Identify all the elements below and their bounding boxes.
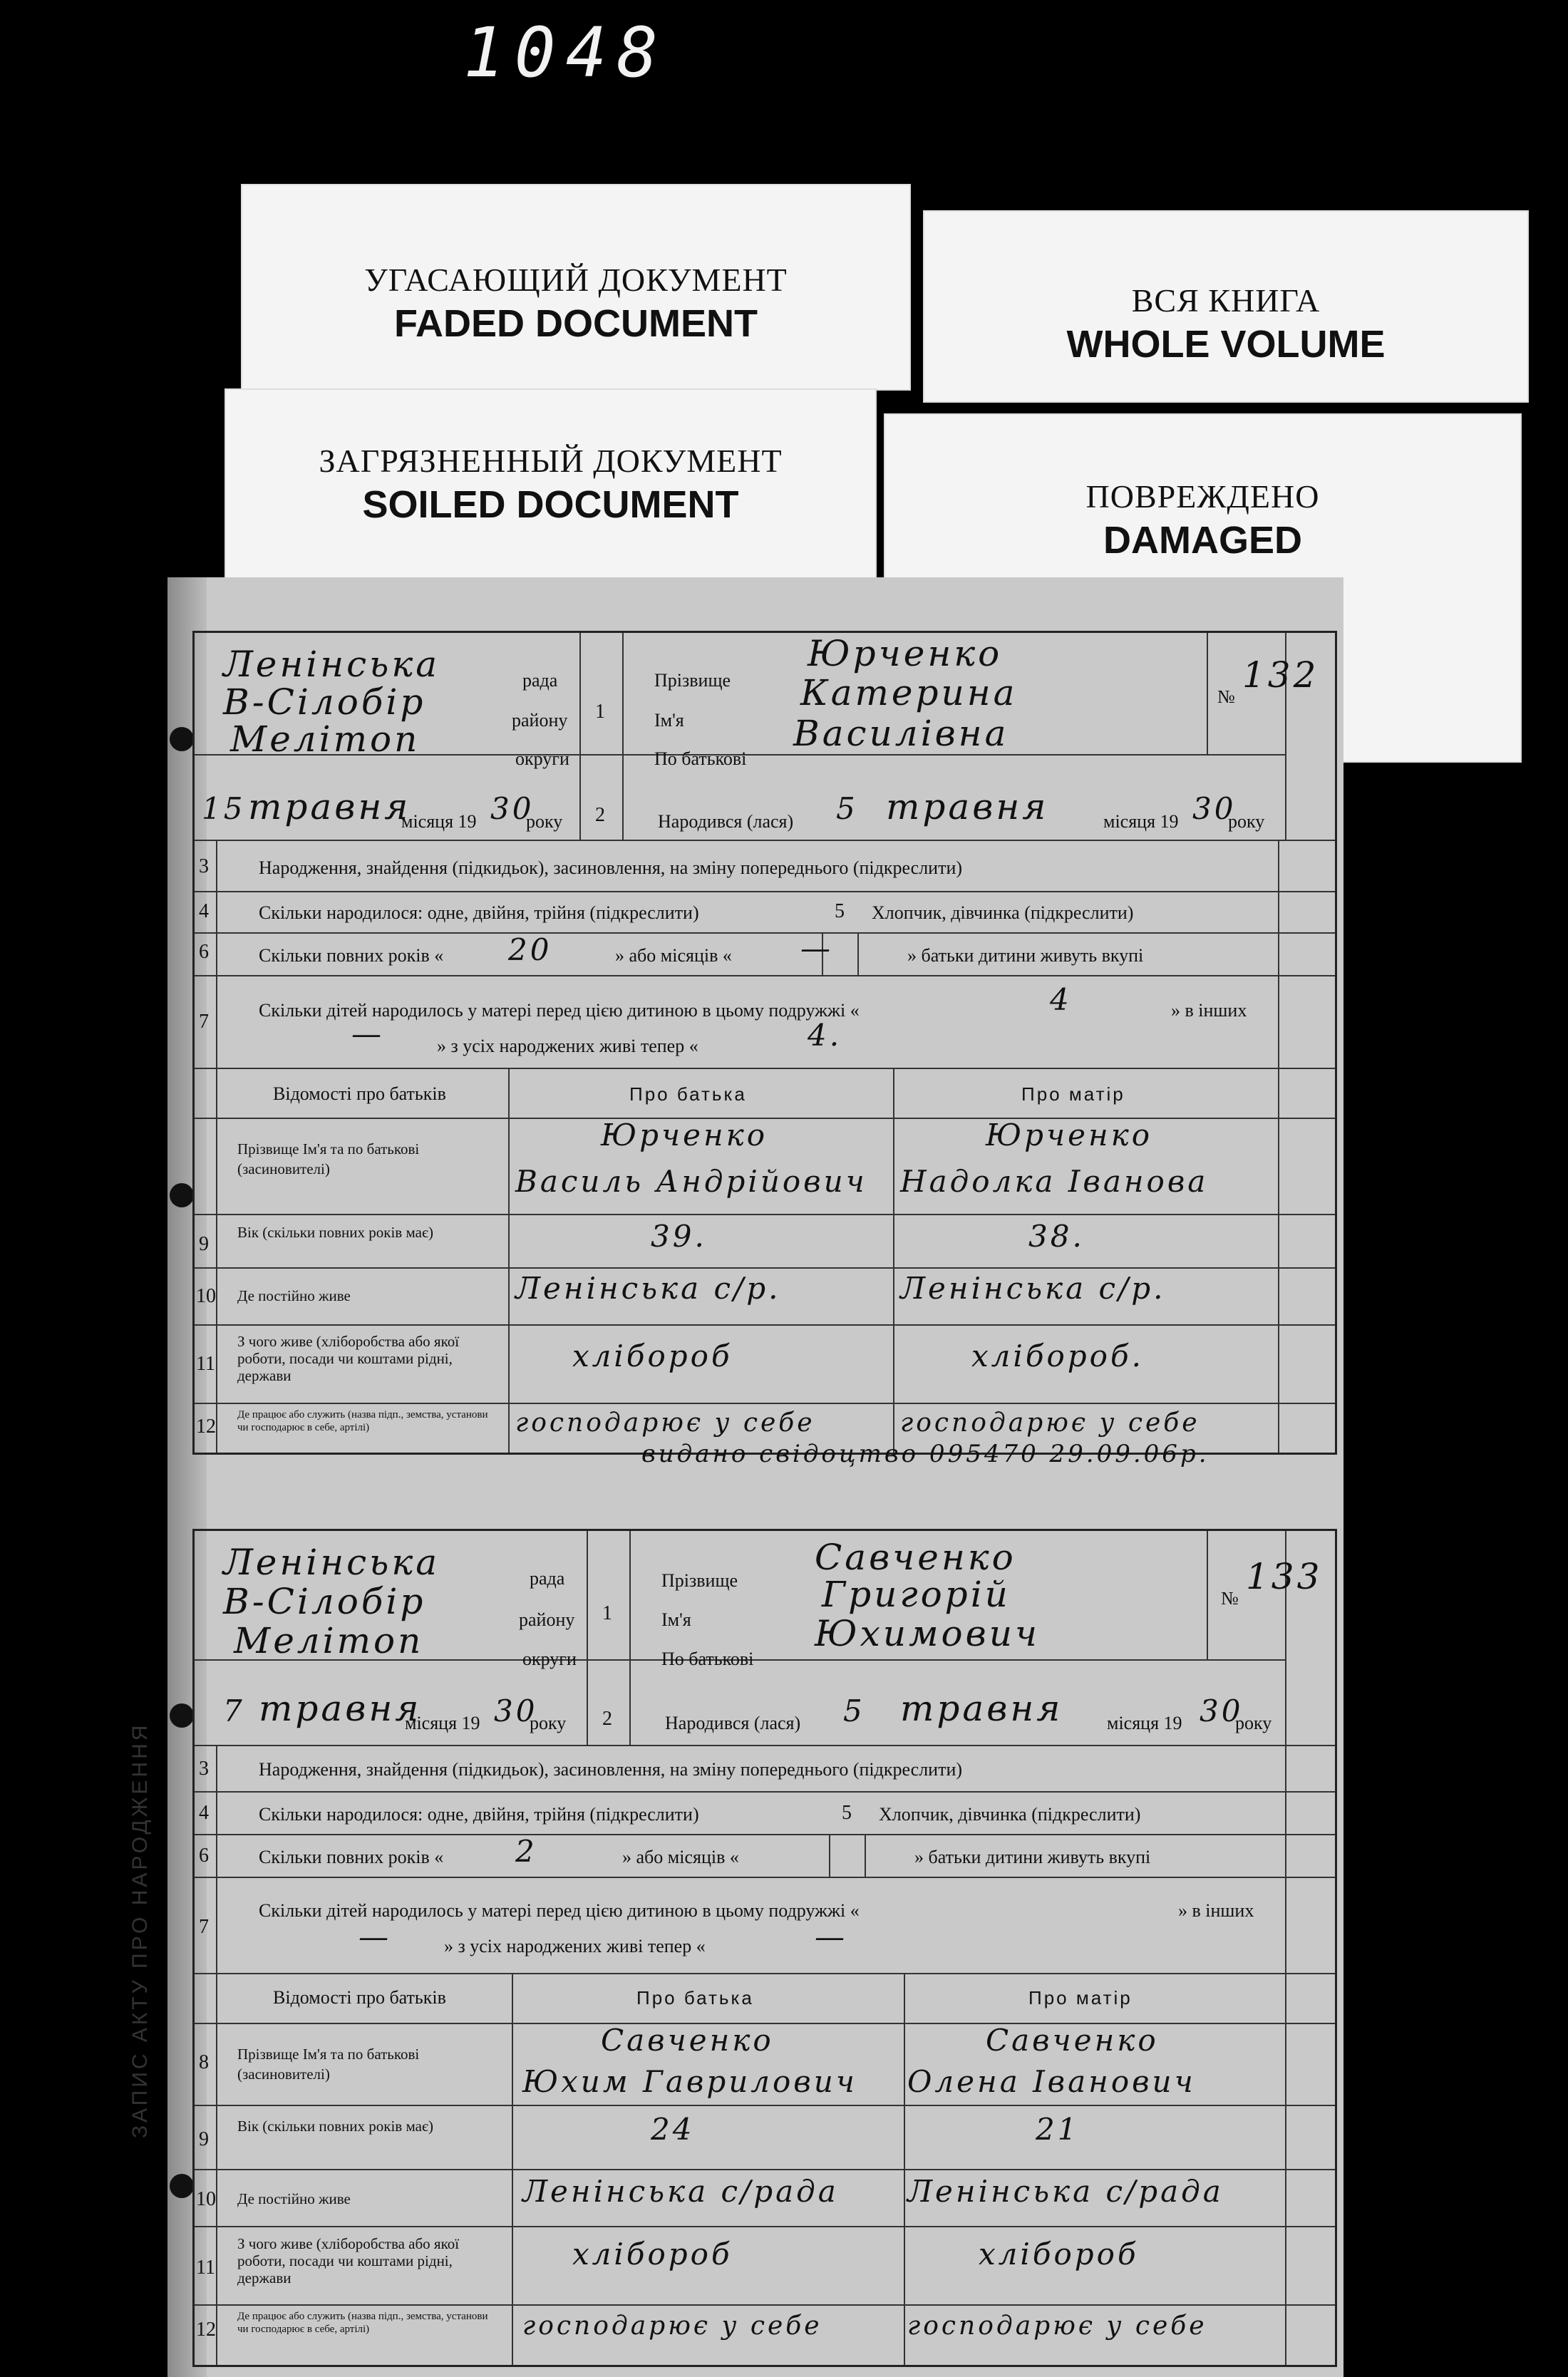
raion-handwriting: В-Сілобір [223, 681, 426, 723]
mother-work: господарює у себе [900, 1408, 1200, 1438]
raion-label: району [512, 710, 568, 731]
roku-label: року [530, 1713, 567, 1733]
binding-hole [170, 2174, 194, 2198]
father-residence: Ленінська с/рада [522, 2174, 839, 2209]
row3-text: Народження, знайдення (підкидьок), засиновлення, на зміну попереднього (підкреслити) [259, 1759, 963, 1780]
rada-label: рада [522, 670, 558, 691]
roku-label: року [526, 811, 563, 832]
birth-day: 5 [843, 1693, 865, 1728]
whole-label-en: WHOLE VOLUME [1066, 323, 1386, 366]
father-age: 39. [651, 1219, 707, 1254]
row6-live-label: » батьки дитини живуть вкупі [914, 1847, 1151, 1867]
row10-label: Де постійно живе [237, 2190, 351, 2207]
okrug-handwriting: Мелітоп [234, 1620, 424, 1661]
reg-year-handwriting: 30 [490, 791, 535, 826]
row6-years-label: Скільки повних років « [259, 945, 444, 966]
born-label: Народився (лася) [658, 811, 794, 832]
birth-month: травня [886, 786, 1049, 827]
row5-text: Хлопчик, дівчинка (підкреслити) [879, 1804, 1141, 1825]
row4-text: Скільки народилося: одне, двійня, трійня (підкреслити) [259, 902, 699, 923]
okrug-label: округи [515, 748, 569, 769]
child-surname: Савченко [815, 1537, 1016, 1578]
mother-surname: Юрченко [986, 1118, 1153, 1153]
father-name: Юхим Гаврилович [522, 2064, 857, 2099]
raion-label: району [519, 1609, 575, 1630]
mother-occupation: хлібороб [979, 2237, 1139, 2272]
mother-surname: Савченко [986, 2023, 1159, 2058]
archive-stamp-number: 1048 [463, 13, 669, 93]
father-work: господарює у себе [522, 2311, 822, 2341]
row9-label: Вік (скільки повних років має) [237, 1224, 433, 1241]
reg-day-handwriting: 7 [223, 1693, 245, 1728]
mother-header: Про матір [1021, 1083, 1125, 1105]
father-age: 24 [651, 2112, 695, 2147]
father-header: Про батька [636, 1987, 754, 2009]
years-together: 2 [515, 1834, 537, 1869]
child-name: Григорій [822, 1574, 1011, 1615]
birth-record-133: Ленінська рада В-Сілобір району Мелітоп округи 7 травня місяця 19 30 року 1 2 Прізвище Савченко Ім'я Григорій По батькові Юхимович № 133 Народився (лася) 5 травня місяця 19 30 року 3 Народження, знайдення (підкидьок), засиновлення, на зміну попереднього (підкреслити) 4 Скільки народилося: одне, двійня, трійня (підкреслити) 5 Хлопчик, дівчинка (підкреслити) 6 Скільки повних років « 2 » або місяців « » батьки дитини живуть вкупі 7 Скільки дітей народилось у матері перед цією дитиною в цьому подружжі « » в інших — » з усіх народжених живі тепер « — Відомості про батьків Про батька Про матір 8 Прізвище Ім'я та по батькові (засиновителі) Савченко Юхим Гаврилович Савченко Олена Іванович 9 Вік (скільки повних років має) 24 21 10 Де постійно живе Ленінська с/рада Ленінська с/рада 11 З чого живе (хліборобства або якої роботи, посади чи коштами рідні, держави хлібороб хлібороб 12 Де працює або служить (назва підп., земства, установи чи господарює в себе, артілі) господарює у себе господарює у себе [192, 1529, 1337, 2367]
soiled-label-ru: ЗАГРЯЗНЕННЫЙ ДОКУМЕНТ [319, 443, 783, 479]
parents-header: Відомості про батьків [273, 1083, 446, 1104]
mother-age: 21 [1036, 2112, 1080, 2147]
damaged-label-ru: ПОВРЕЖДЕНО [1085, 478, 1320, 515]
father-occupation: хлібороб [572, 1339, 733, 1373]
mother-name: Олена Іванович [907, 2064, 1196, 2099]
mother-name: Надолка Іванова [900, 1164, 1209, 1199]
birth-day: 5 [836, 791, 858, 826]
child-surname: Юрченко [808, 633, 1003, 674]
children-other: — [359, 1919, 391, 1954]
patronymic-label: По батькові [661, 1649, 754, 1669]
children-other: — [351, 1016, 384, 1051]
birth-record-132: Ленінська рада В-Сілобір району Мелітоп округи 15 травня місяця 19 30 року 1 2 Прізвище Юрченко Ім'я Катерина По батькові Василівна № 132 Народився (лася) 5 травня місяця 19 30 року 3 Народження, знайдення (підкидьок), засиновлення, на зміну попереднього (підкреслити) 4 Скільки народилося: одне, двійня, трійня (підкреслити) 5 Хлопчик, дівчинка (підкреслити) 6 Скільки повних років « 20 » або місяців « — » батьки дитини живуть вкупі 7 Скільки дітей народилось у матері перед цією дитиною в цьому подружжі « 4 » в інших — » з усіх народжених живі тепер « 4. Відомості про батьків Про батька Про матір Прізвище Ім'я та по батькові (засиновителі) Юрченко Василь Андрійович Юрченко Надолка Іванова 9 Вік (скільки повних років має) 39. 38. 10 Де постійно живе Ленінська с/р. Ленінська с/р. 11 З чого живе (хліборобства або якої роботи, посади чи коштами рідні, держави хлібороб хлібороб. 12 Де працює або служить (назва підп., земства, установи чи господарює в себе, артілі) господарює у себе господарює у себе [192, 631, 1337, 1455]
row5-text: Хлопчик, дівчинка (підкреслити) [872, 902, 1134, 923]
row6-live-label: » батьки дитини живуть вкупі [907, 945, 1144, 966]
months-together: — [800, 931, 833, 966]
father-work: господарює у себе [515, 1408, 815, 1438]
raion-handwriting: В-Сілобір [223, 1581, 426, 1622]
birth-misiatsia-label: місяця 19 [1103, 811, 1179, 832]
faded-label-ru: УГАСАЮЩИЙ ДОКУМЕНТ [364, 262, 788, 298]
row10-label: Де постійно живе [237, 1287, 351, 1304]
children-before: 4 [1050, 982, 1072, 1017]
misiatsia-label: місяця 19 [405, 1713, 480, 1733]
misiatsia-label: місяця 19 [401, 811, 477, 832]
binding-hole [170, 727, 194, 751]
certificate-note: видано свідоцтво 095470 29.09.06р. [641, 1440, 1209, 1468]
children-alive: — [815, 1919, 847, 1954]
father-header: Про батька [629, 1083, 747, 1105]
surname-label: Прізвище [661, 1570, 738, 1591]
rada-handwriting: Ленінська [223, 1542, 440, 1583]
row7-alive-label: » з усіх народжених живі тепер « [444, 1936, 706, 1956]
row7-other-label: » в інших [1178, 1900, 1254, 1921]
father-occupation: хлібороб [572, 2237, 733, 2272]
whole-volume-label [923, 210, 1529, 403]
mother-header: Про матір [1028, 1987, 1133, 2009]
birth-year: 30 [1192, 791, 1237, 826]
rada-handwriting: Ленінська [223, 644, 440, 685]
reg-month-handwriting: травня [259, 1688, 422, 1729]
years-together: 20 [508, 932, 552, 967]
row6-months-label: » або місяців « [615, 945, 732, 966]
children-alive: 4. [808, 1018, 842, 1053]
name-label: Ім'я [661, 1609, 691, 1630]
number-sign: № [1217, 686, 1235, 707]
row3-text: Народження, знайдення (підкидьок), засиновлення, на зміну попереднього (підкреслити) [259, 857, 963, 878]
binding-hole [170, 1183, 194, 1207]
spine-text: ЗАПИС АКТУ ПРО НАРОДЖЕННЯ [128, 1722, 152, 2138]
row7-other-label: » в інших [1171, 1000, 1247, 1021]
okrug-handwriting: Мелітоп [230, 718, 421, 760]
mother-residence: Ленінська с/рада [907, 2174, 1224, 2209]
faded-document-label [241, 184, 911, 391]
row4-text: Скільки народилося: одне, двійня, трійня (підкреслити) [259, 1804, 699, 1825]
reg-day-handwriting: 15 [202, 791, 246, 826]
name-label: Ім'я [654, 710, 684, 731]
record-number: 132 [1242, 654, 1319, 696]
birth-roku-label: року [1235, 1713, 1272, 1733]
row6-years-label: Скільки повних років « [259, 1847, 444, 1867]
child-patronymic: Василівна [793, 713, 1009, 754]
row12-label: Де працює або служить (назва підп., земства, установи чи господарює в себе, артілі) [237, 2311, 488, 2335]
row11-label: З чого живе (хліборобства або якої роботи, посади чи коштами рідні, держави [237, 2235, 460, 2286]
whole-label-ru: ВСЯ КНИГА [1131, 282, 1321, 319]
row8-label: Прізвище Ім'я та по батькові (засиновителі) [237, 2046, 420, 2083]
mother-age: 38. [1028, 1219, 1085, 1254]
row11-label: З чого живе (хліборобства або якої роботи, посади чи коштами рідні, держави [237, 1333, 460, 1384]
birth-year: 30 [1200, 1693, 1244, 1728]
reg-month-handwriting: травня [248, 786, 411, 827]
faded-label-en: FADED DOCUMENT [394, 302, 758, 345]
child-patronymic: Юхимович [815, 1613, 1041, 1654]
parents-header: Відомості про батьків [273, 1987, 446, 2008]
row7-text: Скільки дітей народилось у матері перед цією дитиною в цьому подружжі « [259, 1900, 860, 1921]
surname-label: Прізвище [654, 670, 731, 691]
row7-text: Скільки дітей народилось у матері перед цією дитиною в цьому подружжі « [259, 1000, 860, 1021]
row8-label: Прізвище Ім'я та по батькові (засиновителі) [237, 1140, 420, 1177]
father-surname: Савченко [601, 2023, 774, 2058]
patronymic-label: По батькові [654, 748, 747, 769]
father-surname: Юрченко [601, 1118, 768, 1153]
okrug-label: округи [522, 1649, 577, 1669]
mother-residence: Ленінська с/р. [900, 1271, 1166, 1306]
row7-alive-label: » з усіх народжених живі тепер « [437, 1036, 698, 1056]
mother-work: господарює у себе [907, 2311, 1207, 2341]
reg-year-handwriting: 30 [494, 1693, 538, 1728]
father-residence: Ленінська с/р. [515, 1271, 781, 1306]
row12-label: Де працює або служить (назва підп., земства, установи чи господарює в себе, артілі) [237, 1409, 488, 1433]
mother-occupation: хлібороб. [971, 1339, 1144, 1373]
father-name: Василь Андрійович [515, 1164, 867, 1199]
birth-roku-label: року [1228, 811, 1265, 832]
soiled-label-en: SOILED DOCUMENT [362, 483, 739, 526]
row9-label: Вік (скільки повних років має) [237, 2118, 433, 2135]
soiled-document-label [225, 388, 877, 588]
damaged-label-en: DAMAGED [1103, 519, 1302, 562]
row6-months-label: » або місяців « [622, 1847, 739, 1867]
number-sign: № [1221, 1588, 1239, 1609]
birth-month: травня [900, 1688, 1063, 1729]
binding-hole [170, 1703, 194, 1728]
born-label: Народився (лася) [665, 1713, 801, 1733]
record-number: 133 [1246, 1556, 1323, 1597]
birth-misiatsia-label: місяця 19 [1107, 1713, 1182, 1733]
child-name: Катерина [800, 672, 1018, 713]
rada-label: рада [530, 1568, 565, 1589]
